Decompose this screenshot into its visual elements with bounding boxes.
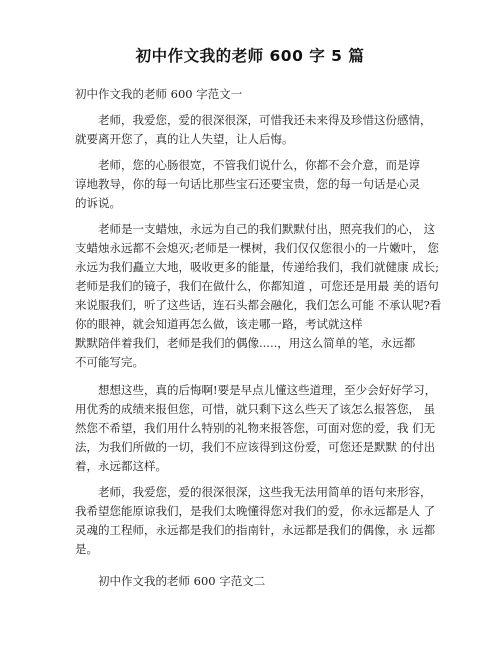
paragraph-line: 你的眼神，就会知道再怎么做，该走哪一路，考试就这样 [75, 317, 363, 331]
paragraph-4 [75, 381, 435, 476]
paragraph-line: 老师是一支蜡烛，永远为自己的我们默默付出，照亮我们的心， 这 [98, 222, 436, 236]
paragraph-1 [75, 111, 435, 149]
paragraph-line: 的诉说。 [75, 196, 121, 210]
paragraph-line: 老师，您的心肠很宽，不管我们说什么，你都不会介意，而是谆 [98, 158, 420, 172]
document-title: 初中作文我的老师 600 字 5 篇 [135, 47, 365, 65]
paragraph-line: 着，永远都这样。 [75, 459, 167, 473]
paragraph-line: 老师，我爱您，爱的很深很深，可惜我还未来得及珍惜这份感情， [98, 113, 432, 127]
paragraph-line: 老师是我们的镜子，我们在做什么，你都知道 ，可您还是用最 美的语句 [75, 279, 439, 293]
paragraph-line: 来说服我们，听了这些话，连石头都会融化，我们怎么可能 不承认呢?看 [75, 298, 442, 312]
paragraph-line: 用优秀的成绩来报但您，可惜，就只剩下这么些天了该怎么报答您， 虽 [75, 402, 436, 416]
paragraph-line: 谆地教导，你的每一句话比那些宝石还要宝贵，您的每一句话是心灵 [75, 177, 420, 191]
paragraph-line: 默默陪伴着我们，老师是我们的偶像.....，用这么简单的笔，永远都 [75, 336, 416, 350]
paragraph-3 [75, 220, 442, 372]
paragraph-line: 就要离开您了，真的让人失望，让人后悔。 [75, 132, 294, 146]
paragraph-line: 是。 [75, 542, 98, 556]
paragraph-line: 永远为我们矗立大地，吸收更多的能量，传递给我们，我们就健康 成长; [75, 260, 440, 274]
paragraph-line: 想想这些，真的后悔啊!要是早点儿懂这些道理，至少会好好学习， [98, 383, 437, 397]
paragraph-line: 支蜡烛永远都不会熄灭;老师是一棵树，我们仅仅您很小的一片嫩叶， 您 [75, 241, 440, 255]
section-heading-2: 初中作文我的老师 600 字范文二 [98, 574, 266, 588]
paragraph-line: 不可能写完。 [75, 355, 144, 369]
section-heading-1: 初中作文我的老师 600 字范文一 [75, 87, 243, 101]
paragraph-line: 灵魂的工程师，永远都是我们的指南针，永远都是我们的偶像，永 远都 [75, 523, 436, 537]
paragraph-line: 我希望您能原谅我们，是我们太晚懂得您对我们的爱，你永远都是人 了 [75, 504, 436, 518]
paragraph-5 [75, 483, 435, 559]
paragraph-line: 法，为我们所做的一切，我们不应该得到这份爱，可您还是默默 的付出 [75, 440, 436, 454]
paragraph-2 [75, 156, 435, 213]
paragraph-line: 然您不希望，我们用什么特别的礼物来报答您，可面对您的爱，我 们无 [75, 421, 436, 435]
paragraph-line: 老师，我爱您，爱的很深很深，这些我无法用简单的语句来形容， [98, 485, 432, 499]
